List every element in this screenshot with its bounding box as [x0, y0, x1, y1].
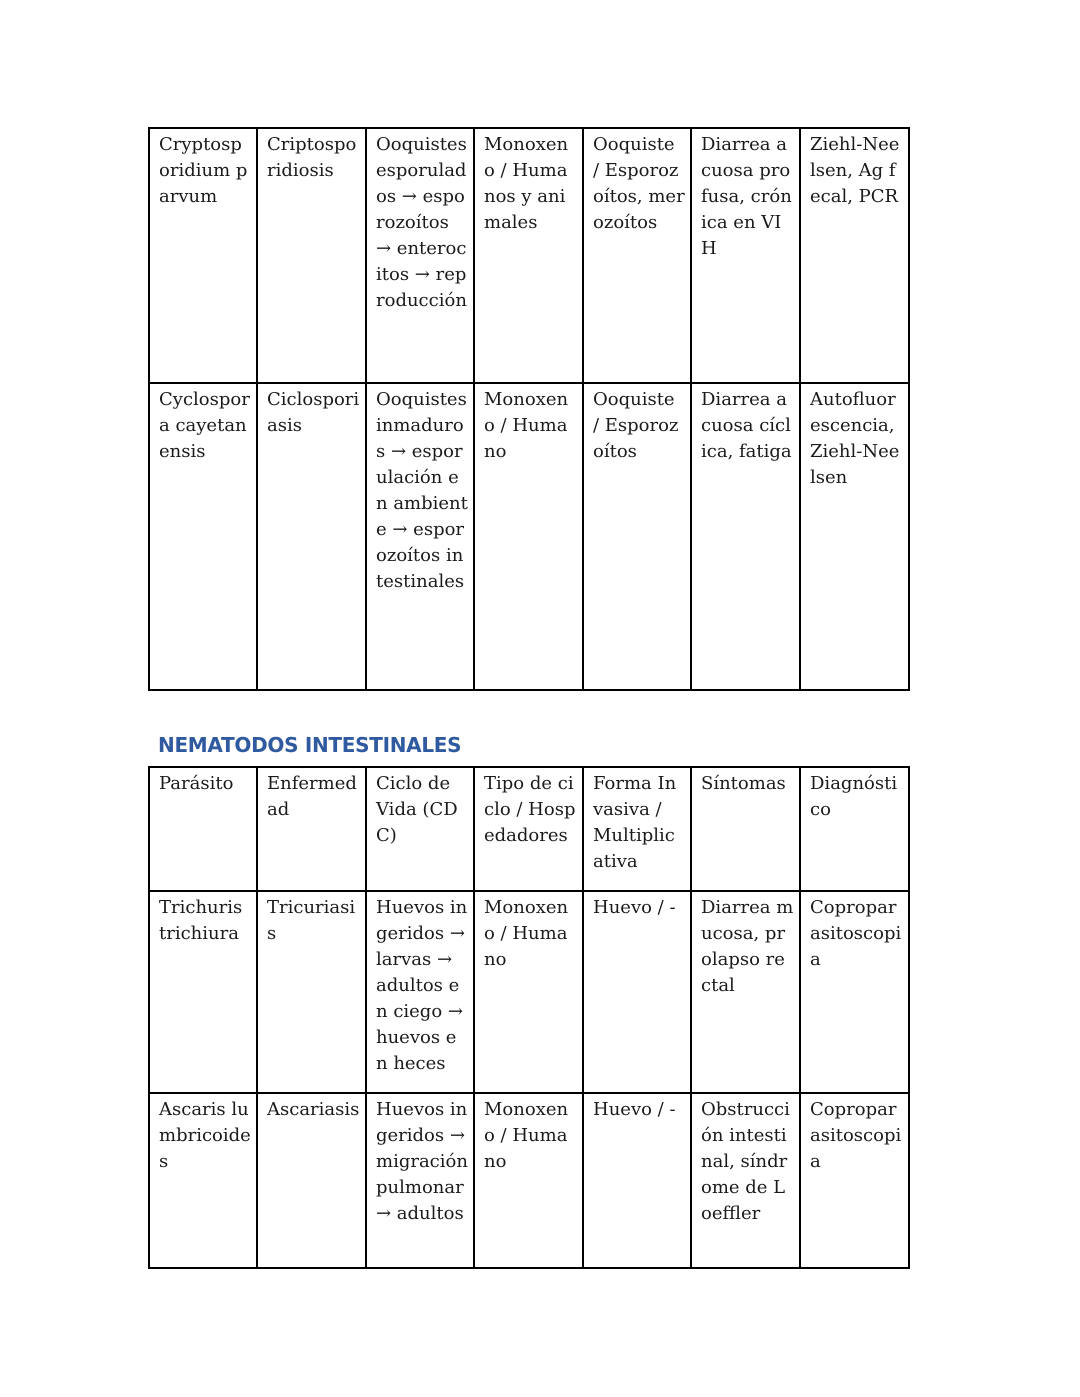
cycle-type-cell: Monoxeno / Humanos y animales — [474, 128, 583, 383]
section-title: NEMATODOS INTESTINALES — [158, 733, 462, 757]
symptoms-cell: Diarrea mucosa, prolapso rectal — [691, 891, 800, 1093]
disease-cell: Criptosporidiosis — [257, 128, 366, 383]
parasite-cell: Cyclospora cayetanensis — [149, 383, 257, 690]
invasive-form-cell: Huevo / - — [583, 891, 691, 1093]
disease-cell: Ciclosporiasis — [257, 383, 366, 690]
header-disease: Enfermedad — [257, 767, 366, 891]
header-life-cycle: Ciclo de Vida (CDC) — [366, 767, 474, 891]
header-symptoms: Síntomas — [691, 767, 800, 891]
table-row — [149, 1093, 909, 1268]
diagnosis-cell: Autofluorescencia, Ziehl-Neelsen — [800, 383, 909, 690]
invasive-form-cell: Ooquiste / Esporozoítos — [583, 383, 691, 690]
table-row — [149, 128, 909, 383]
life-cycle-cell: Huevos ingeridos → migración pulmonar → adultos — [366, 1093, 474, 1268]
table-row — [149, 383, 909, 690]
cycle-type-cell: Monoxeno / Humano — [474, 891, 583, 1093]
nematodes-table — [148, 766, 910, 1269]
diagnosis-cell: Ziehl-Neelsen, Ag fecal, PCR — [800, 128, 909, 383]
cycle-type-cell: Monoxeno / Humano — [474, 1093, 583, 1268]
life-cycle-cell: Huevos ingeridos → larvas → adultos en ciego → huevos en heces — [366, 891, 474, 1093]
table-header-row — [149, 767, 909, 891]
life-cycle-cell: Ooquistes inmaduros → esporulación en ambiente → esporozoítos intestinales — [366, 383, 474, 690]
header-cycle-type: Tipo de ciclo / Hospedadores — [474, 767, 583, 891]
disease-cell: Tricuriasis — [257, 891, 366, 1093]
disease-cell: Ascariasis — [257, 1093, 366, 1268]
invasive-form-cell: Ooquiste / Esporozoítos, merozoítos — [583, 128, 691, 383]
protozoa-table — [148, 127, 910, 691]
header-diagnosis: Diagnóstico — [800, 767, 909, 891]
table-row — [149, 891, 909, 1093]
parasite-cell: Cryptosporidium parvum — [149, 128, 257, 383]
parasite-cell: Ascaris lumbricoides — [149, 1093, 257, 1268]
diagnosis-cell: Coproparasitoscopia — [800, 1093, 909, 1268]
header-parasite: Parásito — [149, 767, 257, 891]
header-invasive-form: Forma Invasiva / Multiplicativa — [583, 767, 691, 891]
cycle-type-cell: Monoxeno / Humano — [474, 383, 583, 690]
symptoms-cell: Diarrea acuosa cíclica, fatiga — [691, 383, 800, 690]
invasive-form-cell: Huevo / - — [583, 1093, 691, 1268]
symptoms-cell: Obstrucción intestinal, síndrome de Loeffler — [691, 1093, 800, 1268]
parasite-cell: Trichuris trichiura — [149, 891, 257, 1093]
diagnosis-cell: Coproparasitoscopia — [800, 891, 909, 1093]
symptoms-cell: Diarrea acuosa profusa, crónica en VIH — [691, 128, 800, 383]
life-cycle-cell: Ooquistes esporulados → esporozoítos → enterocitos → reproducción — [366, 128, 474, 383]
